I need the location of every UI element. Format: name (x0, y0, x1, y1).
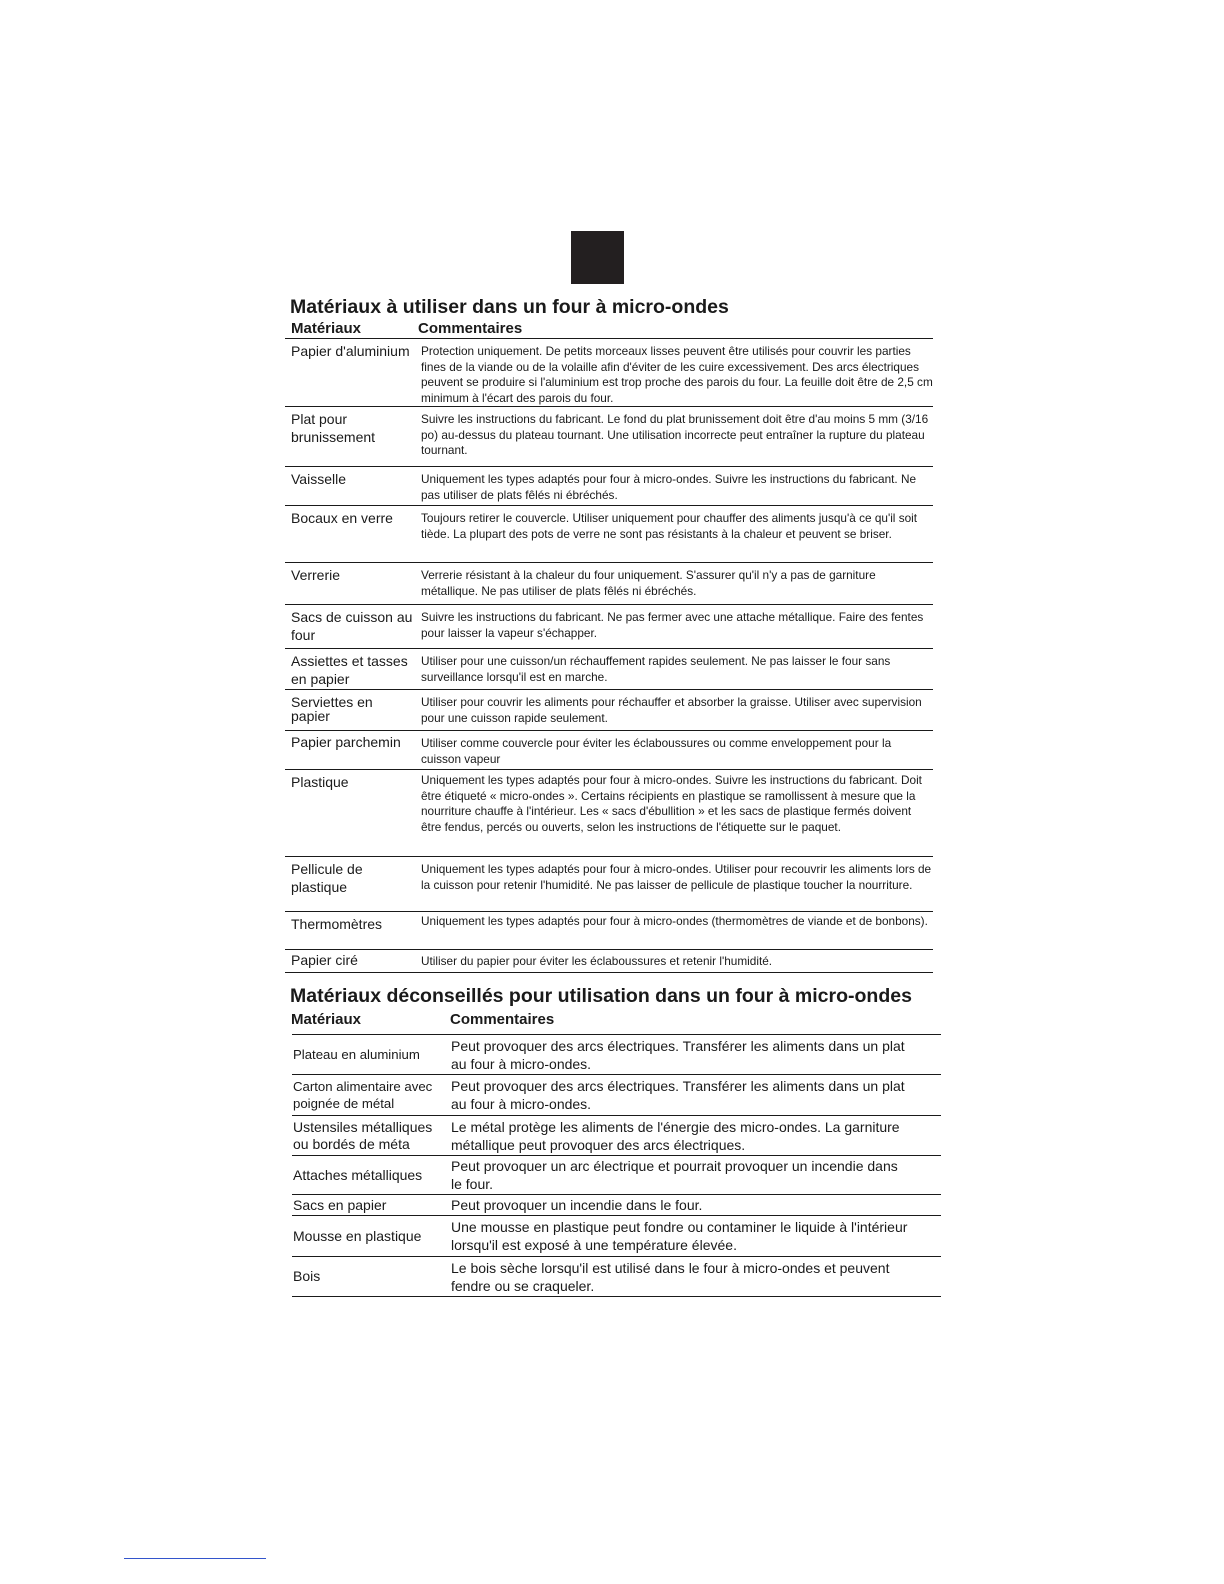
comment-line: au four à micro-ondes. (451, 1096, 592, 1112)
material-cell: Papier ciré (291, 952, 358, 968)
comment-line: Peut provoquer un incendie dans le four. (451, 1197, 703, 1213)
comment-cell (447, 1196, 941, 1214)
table-row (292, 1195, 941, 1216)
material-cell: Mousse en plastique (293, 1227, 422, 1244)
comment-line: Le bois sèche lorsqu'il est utilisé dans le four à micro-ondes et peuvent (451, 1259, 890, 1276)
table-row (285, 339, 933, 407)
material-cell: Verrerie (291, 567, 341, 583)
table-row (285, 407, 933, 467)
comment-cell: Uniquement les types adaptés pour four à micro-ondes. Utiliser pour recouvrir les aliments lors de la cuisson pour retenir l'humidité. Ne pas laisser de pellicule de plastique toucher la nourriture. (421, 862, 932, 892)
material-cell: Plateau en aluminium (293, 1047, 420, 1062)
section2-table (292, 1035, 941, 1297)
material-cell: Plat pour brunissement (291, 411, 376, 445)
table-row (292, 1216, 941, 1257)
table-row (285, 649, 933, 690)
comment-line: Peut provoquer un arc électrique et pourrait provoquer un incendie dans (451, 1158, 898, 1174)
section1-table (285, 339, 933, 973)
table-row (285, 950, 933, 973)
material-cell: Assiettes et tasses en papier (291, 653, 408, 687)
table-row (285, 467, 933, 506)
comment-cell: Verrerie résistant à la chaleur du four uniquement. S'assurer qu'il n'y a pas de garniture métallique. Ne pas utiliser de plats fêlés ni ébréchés. (421, 568, 876, 598)
comment-cell: Utiliser comme couvercle pour éviter les éclaboussures ou comme enveloppement pour la cuisson vapeur (421, 736, 892, 766)
material-cell: Bocaux en verre (291, 510, 393, 526)
comment-line: Peut provoquer des arcs électriques. Transférer les aliments dans un plat (451, 1037, 905, 1054)
table-row (285, 563, 933, 605)
comment-cell: Toujours retirer le couvercle. Utiliser uniquement pour chauffer des aliments jusqu'à ce qu'il soit tiède. La plupart des pots de verre ne sont pas résistants à la chaleur et peuvent se briser. (421, 511, 918, 541)
table-row (285, 605, 933, 649)
table-row (292, 1035, 941, 1075)
comment-cell (447, 1218, 941, 1254)
comment-cell (447, 1077, 941, 1113)
table-row (292, 1257, 941, 1297)
material-cell: Pellicule de plastique (291, 861, 363, 895)
material-cell: Vaisselle (291, 471, 346, 487)
comment-cell (447, 1259, 941, 1295)
comment-line: lorsqu'il est exposé à une température élevée. (451, 1237, 737, 1253)
material-cell: Sacs en papier (293, 1196, 387, 1213)
table-row (285, 912, 933, 950)
table-row (285, 690, 933, 731)
comment-cell (447, 1157, 941, 1193)
footnote-rule (124, 1558, 266, 1559)
material-cell: Attaches métalliques (293, 1166, 423, 1183)
section1-title: Matériaux à utiliser dans un four à micro-ondes (290, 296, 729, 318)
comment-line: Peut provoquer des arcs électriques. Transférer les aliments dans un plat (451, 1078, 905, 1094)
comment-cell: Uniquement les types adaptés pour four à micro-ondes. Suivre les instructions du fabricant. Ne pas utiliser de plats fêlés ni ébréchés. (421, 472, 917, 502)
comment-cell: Utiliser pour une cuisson/un réchauffement rapides seulement. Ne pas laisser le four sans surveillance lorsqu'il est en marche. (421, 654, 891, 684)
comment-cell: Suivre les instructions du fabricant. Ne pas fermer avec une attache métallique. Faire des fentes pour laisser la vapeur s'échapper. (421, 610, 924, 640)
section2-col-comments: Commentaires (450, 1011, 555, 1028)
comment-line: Une mousse en plastique peut fondre ou contaminer le liquide à l'intérieur (451, 1219, 908, 1235)
comment-cell: Uniquement les types adaptés pour four à micro-ondes (thermomètres de viande et de bonbons). (421, 914, 928, 928)
material-cell: Plastique (291, 774, 349, 790)
section-marker-square (571, 231, 624, 284)
table-row (292, 1075, 941, 1116)
comment-cell: Suivre les instructions du fabricant. Le fond du plat brunissement doit être d'au moins 5 mm (3/16 po) au-dessus du plateau tournant. Une utilisation incorrecte peut entraîner la rupture du plateau tournant. (421, 412, 929, 458)
table-row (285, 506, 933, 563)
section2-title: Matériaux déconseillés pour utilisation dans un four à micro-ondes (290, 985, 912, 1007)
comment-line: au four à micro-ondes. (451, 1055, 592, 1072)
table-row (292, 1116, 941, 1156)
section1-col-material: Matériaux (291, 320, 362, 337)
comment-cell (447, 1118, 941, 1154)
material-cell: Ustensiles métalliques ou bordés de méta (293, 1118, 433, 1152)
comment-line: le four. (451, 1176, 494, 1192)
material-cell: Bois (293, 1268, 321, 1284)
comment-cell: Utiliser pour couvrir les aliments pour réchauffer et absorber la graisse. Utiliser avec supervision pour une cuisson rapide seulement. (421, 695, 922, 725)
table-row (285, 770, 933, 857)
comment-cell: Uniquement les types adaptés pour four à micro-ondes. Suivre les instructions du fabricant. Doit être étiqueté « micro-ondes ». Certains récipients en plastique se ramollissent à mesure que la nourriture chauffe à l'intérieur. Les « sacs d'ébullition » et les sacs de plastique fermés doivent être fendus, percés ou ouverts, selon les instructions de l'étiquette sur le paquet. (421, 773, 922, 834)
comment-line: métallique peut provoquer des arcs électriques. (451, 1136, 746, 1153)
comment-line: Le métal protège les aliments de l'énergie des micro-ondes. La garniture (451, 1118, 900, 1135)
section1-col-comments: Commentaires (418, 320, 523, 337)
comment-cell: Protection uniquement. De petits morceaux lisses peuvent être utilisés pour couvrir les parties fines de la viande ou de la volaille afin d'éviter de les cuire excessivement. Des arcs électriques peuvent se produire si l'aluminium est trop proche des parois du four. La feuille doit être de 2,5 cm minimum à l'écart des parois du four. (421, 344, 933, 405)
table-row (292, 1156, 941, 1195)
comment-line: fendre ou se craqueler. (451, 1277, 595, 1294)
material-cell: Thermomètres (291, 916, 383, 932)
material-cell: Sacs de cuisson au four (291, 609, 413, 643)
material-cell: Serviettes en papier (291, 694, 373, 724)
table-row (285, 857, 933, 912)
material-cell: Papier d'aluminium (291, 343, 410, 359)
comment-cell: Utiliser du papier pour éviter les éclaboussures et retenir l'humidité. (421, 954, 773, 968)
section2-col-material: Matériaux (291, 1011, 362, 1028)
material-cell: Papier parchemin (291, 734, 401, 750)
table-row (285, 731, 933, 770)
material-cell: Carton alimentaire avec poignée de métal (293, 1079, 433, 1111)
comment-cell (447, 1037, 941, 1073)
